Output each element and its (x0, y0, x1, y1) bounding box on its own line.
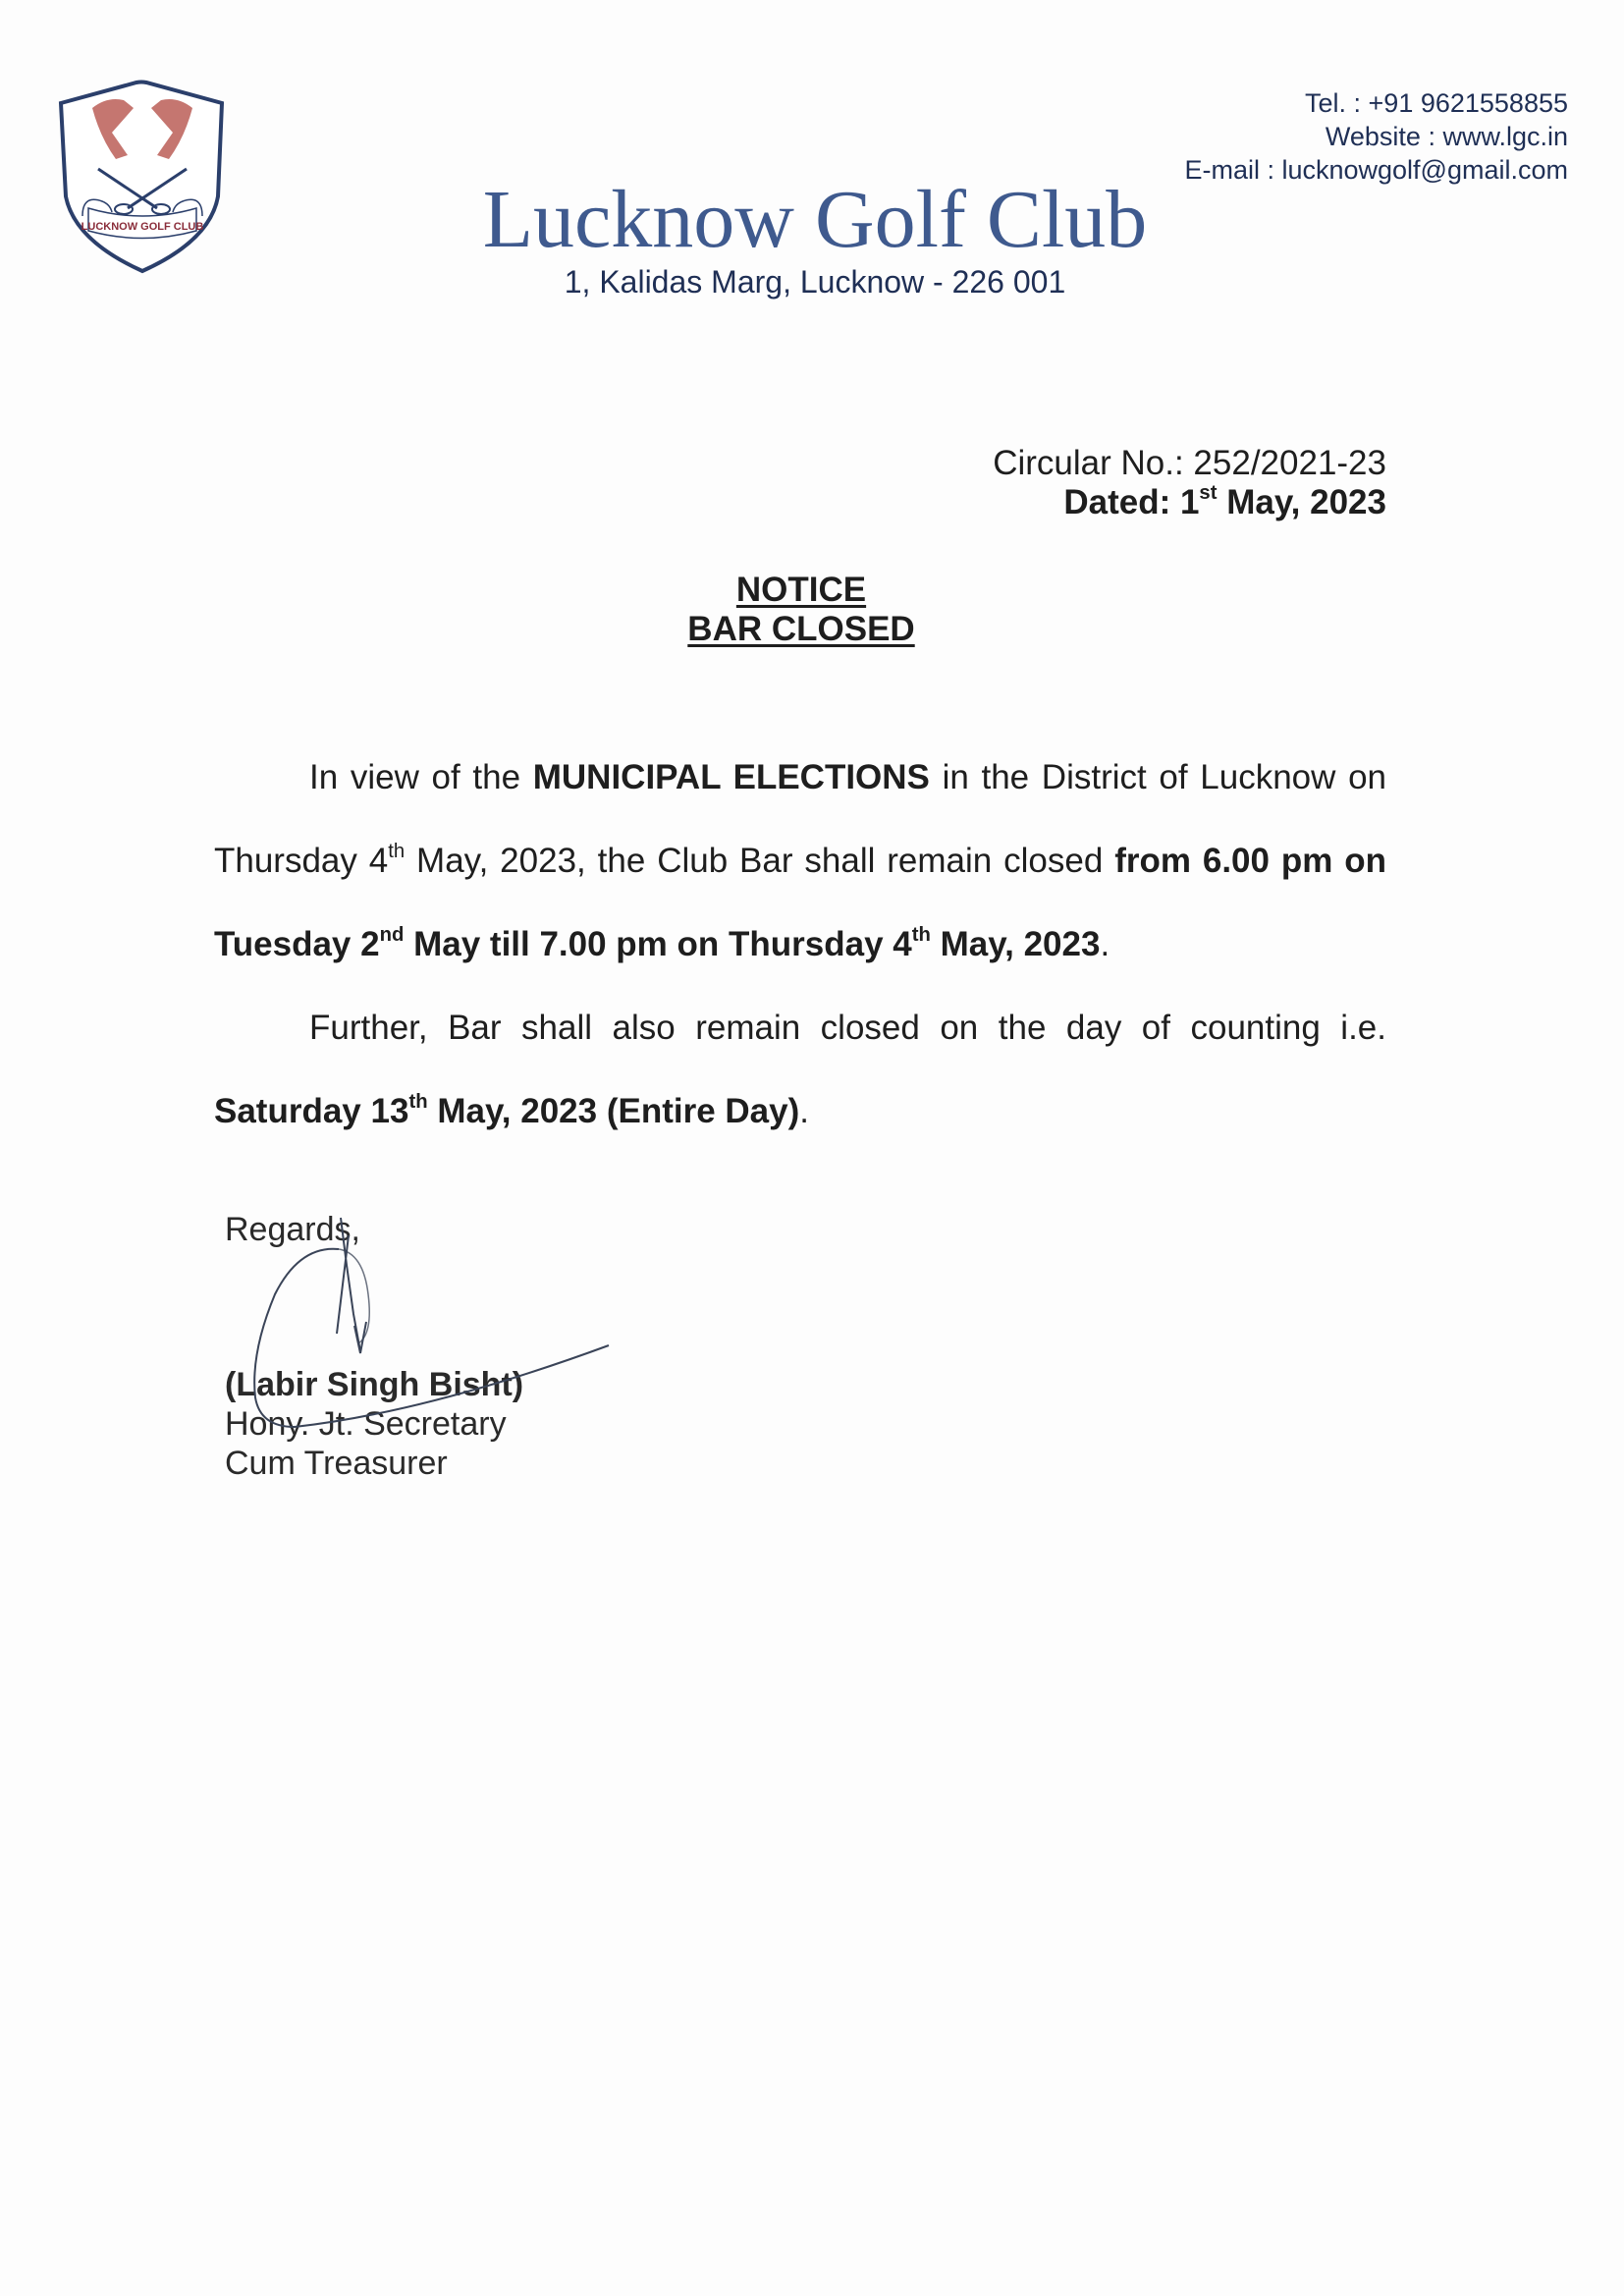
notice-title: NOTICE (735, 571, 867, 609)
club-crest-shield-icon (53, 79, 232, 275)
paragraph-2 (214, 986, 1386, 1153)
text: In view of the (309, 758, 533, 796)
club-name: Lucknow Golf Club (482, 174, 1148, 265)
ordinal: nd (379, 923, 405, 946)
notice-subtitle: BAR CLOSED (687, 610, 915, 648)
ordinal: th (408, 1090, 428, 1113)
paragraph-1 (214, 736, 1386, 986)
regards-text: Regards, (225, 1211, 360, 1248)
circular-number: Circular No.: 252/2021-23 (993, 444, 1386, 482)
bold-text: MUNICIPAL ELECTIONS (532, 758, 930, 796)
bold-text: Saturday 13 (214, 1092, 409, 1130)
signatory-name: (Labir Singh Bisht) (225, 1366, 524, 1403)
date-prefix: Dated: 1 (1063, 483, 1200, 521)
circular-meta (993, 444, 1386, 522)
contact-telephone: Tel. : +91 9621558855 (1305, 88, 1568, 118)
bold-text: May till 7.00 pm on Thursday 4 (404, 925, 912, 963)
logo-banner-text: LUCKNOW GOLF CLUB (81, 221, 204, 233)
signoff-block (225, 1210, 523, 1483)
date-suffix: May, 2023 (1217, 483, 1386, 521)
bold-text: May, 2023 (930, 925, 1101, 963)
ordinal: th (911, 923, 931, 946)
contact-block (1184, 86, 1568, 187)
text: . (1100, 925, 1110, 963)
signatory-title-2: Cum Treasurer (225, 1445, 448, 1482)
notice-body (214, 736, 1386, 1153)
date-ordinal: st (1199, 481, 1218, 504)
signatory-title-1: Hony. Jt. Secretary (225, 1405, 507, 1443)
notice-heading (605, 571, 998, 649)
ordinal: th (388, 840, 406, 862)
bold-text: from 6.00 pm on Tuesday 2 (214, 842, 1387, 963)
club-address: 1, Kalidas Marg, Lucknow - 226 001 (564, 264, 1066, 300)
text: . (799, 1092, 810, 1130)
text: May, 2023, the Club Bar shall remain closed (405, 842, 1115, 880)
contact-website: Website : www.lgc.in (1325, 122, 1568, 151)
text: in the District of Lucknow on Thursday 4 (214, 758, 1387, 880)
contact-email: E-mail : lucknowgolf@gmail.com (1184, 155, 1568, 185)
circular-date (993, 483, 1386, 522)
bold-text: May, 2023 (Entire Day) (427, 1092, 800, 1130)
text: Further, Bar shall also remain closed on the day of counting i.e. (309, 1009, 1386, 1047)
